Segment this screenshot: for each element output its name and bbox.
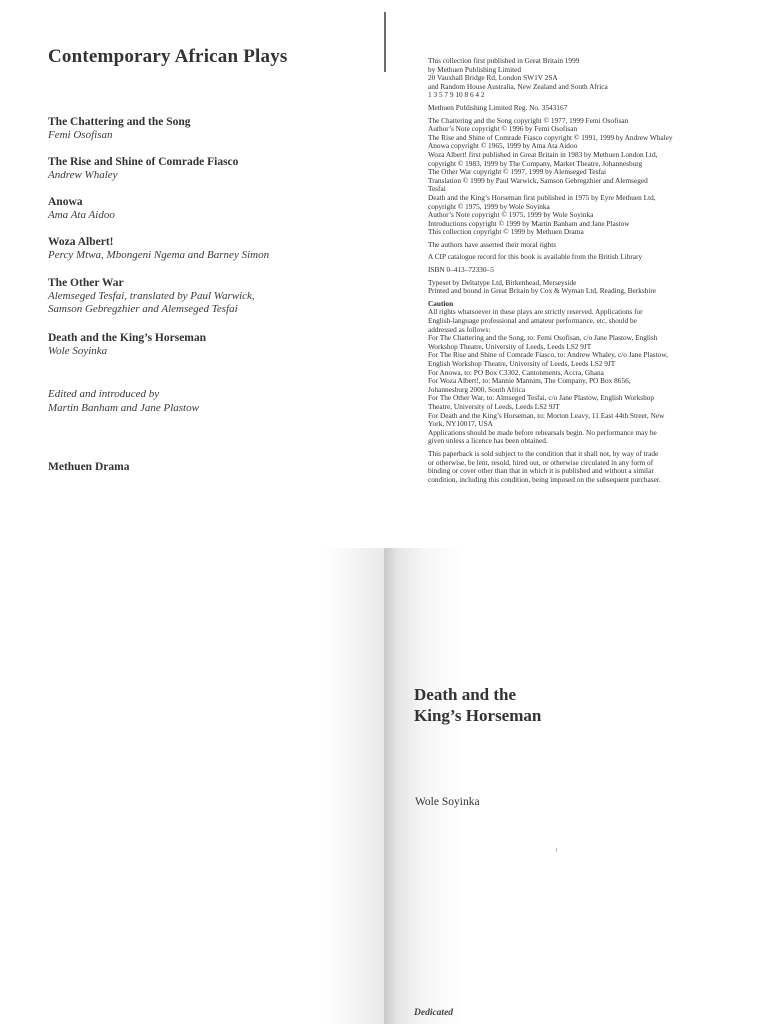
copyright-line: Workshop Theatre, University of Leeds, Leeds LS2 9JT [428, 342, 592, 351]
play-title: Death and the King’s Horseman [48, 332, 207, 344]
play-entry [48, 156, 368, 181]
copyright-line: This collection first published in Great Britain 1999 [428, 57, 580, 65]
copyright-line: All rights whatsoever in these plays are strictly reserved. Applications for [428, 308, 643, 317]
copyright-line: The Rise and Shine of Comrade Fiasco copyright © 1991, 1999 by Andrew Whaley [428, 133, 673, 142]
copyright-line: English Workshop Theatre, University of Leeds, Leeds LS2 9JT [428, 360, 616, 368]
edited-line: Edited and introduced by [48, 388, 160, 400]
copyright-line: This collection copyright © 1999 by Methuen Drama [428, 228, 584, 237]
play-author: Femi Osofisan [48, 129, 113, 141]
play-author: Alemseged Tesfai, translated by Paul Warwick, [48, 290, 255, 302]
copyright-line: given unless a licence has been obtained. [428, 437, 548, 446]
copyright-line: For The Other War, to: Almseged Tesfai, c/o Jane Plastow, English Workshop [428, 394, 655, 403]
copyright-line: English-language professional and amateur performance, etc, should be [428, 317, 637, 326]
play-title: The Rise and Shine of Comrade Fiasco [48, 156, 239, 168]
copyright-line: Printed and bound in Great Britain by Cox & Wyman Ltd, Reading, Berkshire [428, 287, 657, 296]
play-author: Andrew Whaley [48, 169, 118, 181]
copyright-line: Woza Albert! first published in Great Britain in 1983 by Methuen London Ltd, [428, 150, 658, 159]
play-entry [48, 196, 368, 221]
copyright-line: 20 Vauxhall Bridge Rd, London SW1V 2SA [428, 74, 558, 83]
dedication: Dedicated [414, 1008, 454, 1018]
copyright-line: copyright © 1983, 1999 by The Company, Market Theatre, Johannesburg [428, 159, 643, 168]
copyright-line: Caution [428, 299, 454, 308]
copyright-line: The Chattering and the Song copyright © 1977, 1999 Femi Osofisan [428, 116, 629, 125]
copyright-line: addressed as follows: [428, 325, 491, 334]
play-author: Wole Soyinka [48, 345, 108, 357]
book-title [414, 684, 541, 726]
copyright-line: Translation © 1999 by Paul Warwick, Samson Gebregzhier and Alemseged [428, 176, 648, 185]
play-author: Ama Ata Aidoo [48, 209, 115, 221]
copyright-line: Applications should be made before rehearsals begin. No performance may be [428, 428, 657, 437]
paper-speck [556, 848, 557, 852]
copyright-line: Author’s Note copyright © 1996 by Femi Osofisan [428, 125, 578, 134]
book-author: Wole Soyinka [415, 796, 480, 808]
copyright-line: 1 3 5 7 9 10 8 6 4 2 [428, 91, 485, 100]
blank-page [0, 548, 384, 1024]
play-title: Anowa [48, 196, 83, 208]
play-title: The Chattering and the Song [48, 116, 191, 128]
play-entry [48, 236, 368, 261]
editors [48, 387, 199, 415]
play-entry [48, 332, 368, 357]
publisher-name: Methuen Drama [48, 461, 130, 473]
collection-title: Contemporary African Plays [48, 46, 288, 67]
title-page [384, 548, 768, 1024]
play-author: Percy Mtwa, Mbongeni Ngema and Barney Simon [48, 249, 270, 261]
play-author-continued: Samson Gebregzhier and Alemseged Tesfai [48, 303, 238, 315]
copyright-line: by Methuen Publishing Limited [428, 65, 522, 74]
copyright-line: Death and the King’s Horseman first published in 1975 by Eyre Methuen Ltd, [428, 193, 656, 202]
play-entry [48, 116, 368, 141]
copyright-line: The authors have asserted their moral rights [428, 240, 557, 249]
copyright-line: York, NY10017, USA [428, 420, 493, 429]
copyright-line: The Other War copyright © 1997, 1999 by Alemseged Tesfai [428, 168, 607, 177]
copyright-line: condition, including this condition, being imposed on the subsequent purchaser. [428, 475, 661, 484]
copyright-line: Johannesburg 2000, South Africa [428, 385, 526, 394]
editor-names: Martin Banham and Jane Plastow [48, 402, 199, 414]
copyright-line: Theatre, University of Leeds, Leeds LS2 9JT [428, 402, 560, 411]
copyright-page [384, 0, 768, 548]
left-page-contents [0, 0, 384, 548]
copyright-line: This paperback is sold subject to the condition that it shall not, by way of trade [428, 449, 659, 458]
play-title: Woza Albert! [48, 236, 114, 248]
copyright-line: For The Rise and Shine of Comrade Fiasco, to: Andrew Whaley, c/o Jane Plastow, [428, 351, 668, 360]
copyright-line: binding or cover other than that in which it is published and without a similar [428, 467, 654, 476]
play-entry [48, 277, 368, 315]
copyright-line: copyright © 1975, 1999 by Wole Soyinka [428, 202, 550, 211]
copyright-line: For Anowa, to: PO Box C3302, Cantonments, Accra, Ghana [428, 368, 604, 377]
copyright-line: For Woza Albert!, to: Mannie Mannim, The Company, PO Box 8656, [428, 377, 631, 386]
copyright-line: For Death and the King’s Horseman, to: Morton Leavy, 11 East 44th Street, New [428, 411, 665, 420]
spine-shadow [324, 548, 384, 1024]
copyright-line: Methuen Publishing Limited Reg. No. 3543167 [428, 103, 568, 112]
copyright-line: Tesfai [428, 185, 446, 194]
play-title: The Other War [48, 277, 124, 289]
copyright-line: For The Chattering and the Song, to: Femi Osofisan, c/o Jane Plastow, English [428, 334, 658, 343]
copyright-text [428, 57, 723, 484]
copyright-line: ISBN 0–413–72330–5 [428, 266, 494, 275]
copyright-line: and Random House Australia, New Zealand and South Africa [428, 82, 608, 91]
copyright-line: Introductions copyright © 1999 by Martin Banham and Jane Plastow [428, 219, 630, 228]
copyright-line: Anowa copyright © 1965, 1999 by Ama Ata Aidoo [428, 142, 578, 151]
copyright-line: Typeset by Deltatype Ltd, Birkenhead, Merseyside [428, 278, 577, 287]
book-title-line: Death and the [414, 685, 517, 704]
copyright-line: Author’s Note copyright © 1975, 1999 by Wole Soyinka [428, 211, 594, 220]
copyright-line: or otherwise, be lent, resold, hired out, or otherwise circulated in any form of [428, 458, 654, 467]
copyright-line: A CIP catalogue record for this book is available from the British Library [428, 253, 643, 262]
page-edge-mark [384, 12, 386, 72]
book-title-line: King’s Horseman [414, 706, 542, 725]
